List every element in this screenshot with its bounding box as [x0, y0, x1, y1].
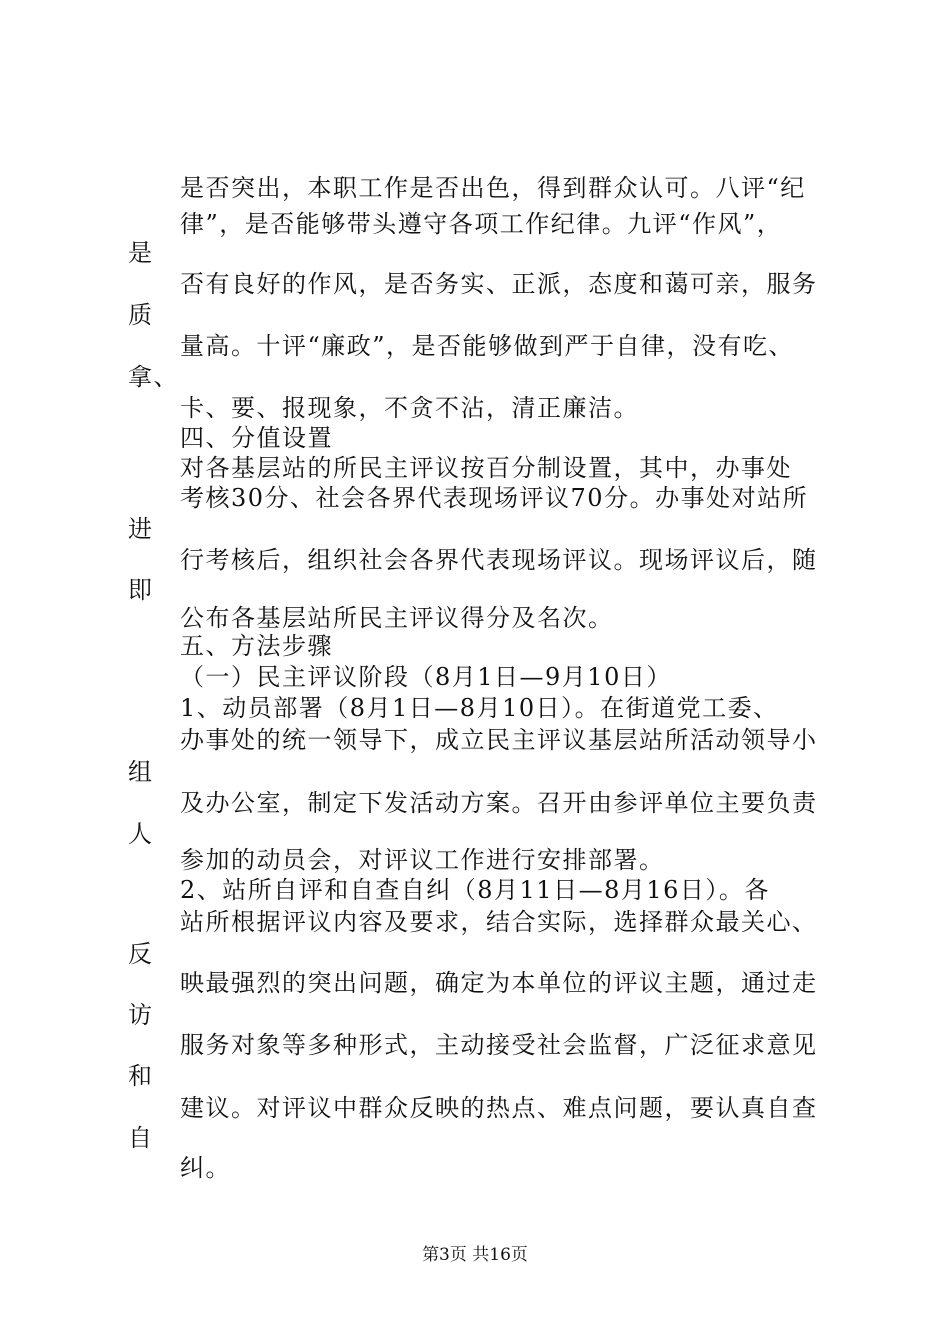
text-line-wrap: 组: [128, 758, 154, 786]
text-line: 是否突出，本职工作是否出色，得到群众认可。八评“纪: [180, 174, 806, 202]
text-line: 站所根据评议内容及要求，结合实际，选择群众最关心、: [180, 908, 818, 936]
text-line: 纠。: [180, 1154, 231, 1182]
text-line: 卡、要、报现象，不贪不沾，清正廉洁。: [180, 394, 639, 422]
text-line-wrap: 拿、: [128, 363, 179, 391]
text-line-wrap: 访: [128, 1001, 154, 1029]
section-heading: 四、分值设置: [180, 424, 333, 452]
subsection-heading: （一）民主评议阶段（8月1日—9月10日）: [180, 663, 672, 691]
text-line: 律”，是否能够带头遵守各项工作纪律。九评“作风”，: [180, 210, 783, 238]
text-line: 对各基层站的所民主评议按百分制设置，其中，办事处: [180, 454, 792, 482]
text-line: 映最强烈的突出问题，确定为本单位的评议主题，通过走: [180, 969, 818, 997]
text-line: 参加的动员会，对评议工作进行安排部署。: [180, 846, 665, 874]
text-line: 2、站所自评和自查自纠（8月11日—8月16日）。各: [180, 876, 770, 904]
text-line-wrap: 进: [128, 515, 154, 543]
text-line-wrap: 人: [128, 820, 154, 848]
text-line: 公布各基层站所民主评议得分及名次。: [180, 604, 614, 632]
text-line: 办事处的统一领导下，成立民主评议基层站所活动领导小: [180, 726, 818, 754]
text-line: 1、动员部署（8月1日—8月10日）。在街道党工委、: [180, 694, 779, 722]
text-line-wrap: 和: [128, 1062, 154, 1090]
text-line-wrap: 自: [128, 1124, 154, 1152]
text-line: 量高。十评“廉政”，是否能够做到严于自律，没有吃、: [180, 332, 795, 360]
page-number: 第3页 共16页: [422, 1245, 528, 1265]
text-line-wrap: 是: [128, 239, 154, 267]
text-line: 否有良好的作风，是否务实、正派，态度和蔼可亲，服务: [180, 270, 818, 298]
text-line-wrap: 反: [128, 940, 154, 968]
text-line: 建议。对评议中群众反映的热点、难点问题，要认真自查: [180, 1094, 818, 1122]
text-line: 行考核后，组织社会各界代表现场评议。现场评议后，随: [180, 546, 818, 574]
text-line: 及办公室，制定下发活动方案。召开由参评单位主要负责: [180, 789, 818, 817]
section-heading: 五、方法步骤: [180, 632, 333, 660]
text-line: 考核30分、社会各界代表现场评议70分。办事处对站所: [180, 484, 809, 512]
text-line: 服务对象等多种形式，主动接受社会监督，广泛征求意见: [180, 1031, 818, 1059]
text-line-wrap: 即: [128, 576, 154, 604]
text-line-wrap: 质: [128, 301, 154, 329]
